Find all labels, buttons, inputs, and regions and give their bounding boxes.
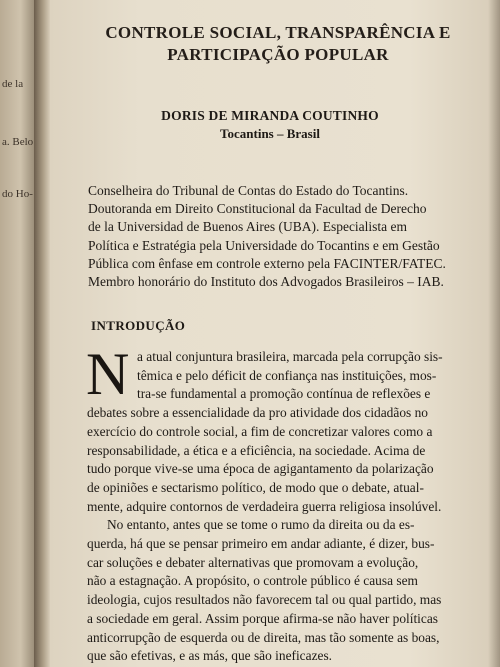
paragraph-line: exercício do controle social, a fim de concretizar valores como a [87, 423, 433, 439]
paragraph-line: tudo porque vive-se uma época de agigantamento da polarização [87, 461, 434, 477]
bio-line: de la Universidad de Buenos Aires (UBA). Especialista em [88, 219, 408, 235]
chapter-title-line: PARTICIPAÇÃO POPULAR [167, 45, 389, 64]
paragraph-line: No entanto, antes que se tome o rumo da direita ou da es- [107, 517, 415, 533]
left-page-fragment: do Ho- [2, 188, 33, 200]
drop-cap: N [86, 341, 130, 407]
book-page [50, 0, 500, 667]
chapter-title [88, 22, 468, 66]
paragraph-line: que são efetivas, e as más, que são ineficazes. [87, 648, 333, 664]
author-location: Tocantins – Brasil [220, 126, 320, 141]
paragraph-line: tra-se fundamental a promoção contínua de reflexões e [137, 386, 431, 402]
paragraph-line: querda, há que se pensar primeiro em andar adiante, é dizer, bus- [87, 536, 435, 552]
left-page-fragment: a. Belo [2, 136, 34, 148]
paragraph-line: anticorrupção de esquerda ou de direita, mas tão somente as boas, [87, 629, 440, 645]
bio-line: Membro honorário do Instituto dos Advogados Brasileiros – IAB. [88, 274, 444, 290]
left-facing-page [0, 0, 34, 667]
bio-line: Conselheira do Tribunal de Contas do Estado do Tocantins. [88, 183, 409, 198]
paragraph-line: de opiniões e sectarismo político, de modo que o debate, atual- [87, 479, 424, 495]
paragraph-line: mente, adquire contornos de verdadeira guerra religiosa insolúvel. [87, 498, 442, 514]
paragraph-line: responsabilidade, a ética e a eficiência, na sociedade. Acima de [87, 442, 426, 458]
paragraph-line: a sociedade em geral. Assim porque afirma-se não haver políticas [87, 610, 439, 626]
author-name: DORIS DE MIRANDA COUTINHO [161, 108, 379, 123]
paragraph-line: car soluções e debater alternativas que promovam a evolução, [87, 554, 419, 570]
book-gutter [34, 0, 50, 667]
bio-line: Pública com ênfase em controle externo pela FACINTER/FATEC. [88, 255, 446, 271]
left-page-fragment: de la [2, 78, 24, 90]
bio-line: Política e Estratégia pela Universidade do Tocantins e em Gestão [88, 237, 440, 253]
body-text [87, 348, 487, 666]
paragraph-line: a atual conjuntura brasileira, marcada pela corrupção sis- [137, 349, 443, 364]
author-bio [88, 182, 468, 291]
paragraph-line: não a estagnação. A propósito, o controle público é causa sem [87, 573, 418, 589]
bio-line: Doutoranda em Direito Constitucional da Facultad de Derecho [88, 201, 427, 217]
paragraph-line: têmica e pelo déficit de confiança nas instituições, mos- [137, 367, 437, 383]
paragraph-line: debates sobre a essencialidade da pro atividade dos cidadãos no [87, 405, 428, 421]
chapter-title-line: CONTROLE SOCIAL, TRANSPARÊNCIA E [105, 23, 451, 42]
section-heading: INTRODUÇÃO [91, 318, 186, 333]
paragraph-line: ideologia, cujos resultados não favorecem tal ou qual partido, mas [87, 592, 442, 608]
